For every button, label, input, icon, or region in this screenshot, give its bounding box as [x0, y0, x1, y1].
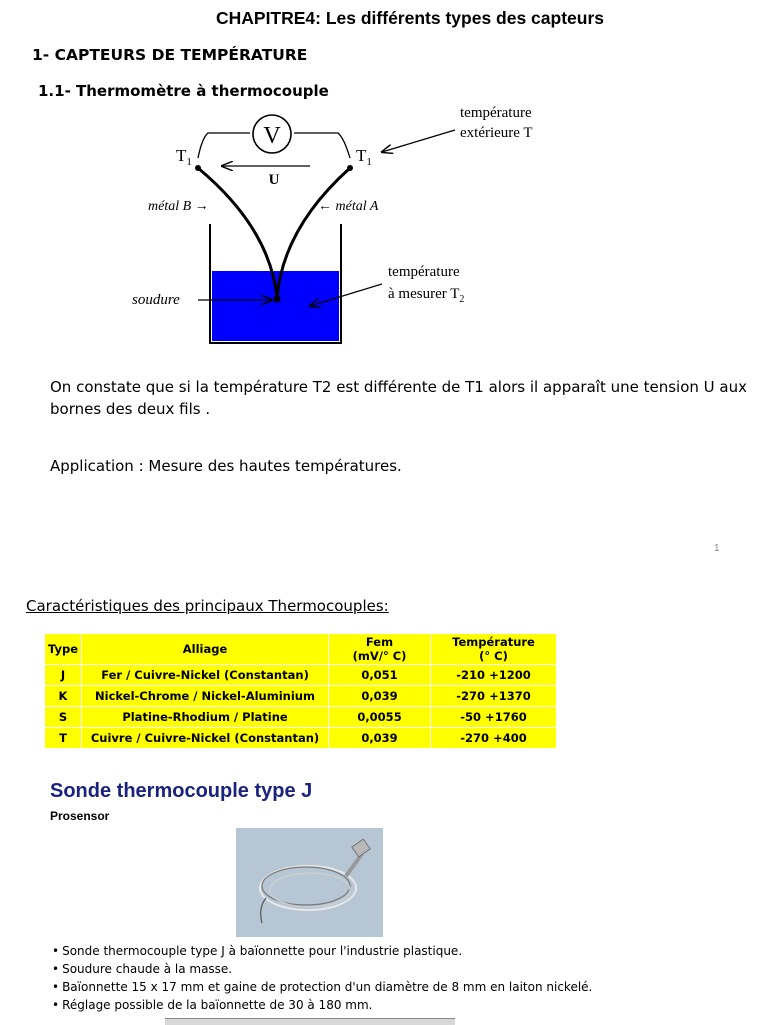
brand-name: Prosensor: [50, 809, 110, 823]
page-number: 1: [714, 543, 720, 554]
ext-temp-label-2: extérieure T: [460, 125, 533, 141]
subsection-heading-thermocouple: 1.1- Thermomètre à thermocouple: [38, 82, 329, 100]
explanation-paragraph: On constate que si la température T2 est différente de T1 alors il apparaît une tension U aux bornes des deux fils .: [50, 378, 747, 418]
cell-temperature: -270 +400: [431, 728, 556, 749]
header-temperature: Température (° C): [431, 634, 556, 665]
cell-fem: 0,051: [329, 665, 431, 686]
metal-a-label: ← métal A: [318, 199, 379, 214]
header-fem: Fem (mV/° C): [329, 634, 431, 665]
table-title: Caractéristiques des principaux Thermocouples:: [26, 597, 389, 615]
ext-temp-label-1: température: [460, 105, 532, 121]
list-item: • Sonde thermocouple type J à baïonnette pour l'industrie plastique.: [52, 942, 592, 960]
table-header-row: [45, 634, 556, 665]
cell-fem: 0,0055: [329, 707, 431, 728]
t1-left-label: $T_1$: [176, 146, 192, 168]
table-row: [45, 707, 556, 728]
section-heading-temperature: 1- CAPTEURS DE TEMPÉRATURE: [32, 46, 308, 64]
cell-alliage: Cuivre / Cuivre-Nickel (Constantan): [82, 728, 329, 749]
weld-point: [274, 296, 281, 303]
t1-right-label: $T_1$: [356, 146, 372, 168]
cell-temperature: -210 +1200: [431, 665, 556, 686]
list-item: • Réglage possible de la baïonnette de 30 à 180 mm.: [52, 996, 592, 1014]
thermocouple-table: [45, 634, 556, 749]
cell-type: T: [59, 731, 67, 745]
metal-b-label: métal B →: [148, 199, 209, 214]
list-item: • Baïonnette 15 x 17 mm et gaine de protection d'un diamètre de 8 mm en laiton nickelé.: [52, 978, 592, 996]
cell-temperature: -270 +1370: [431, 686, 556, 707]
measure-temp-label-1: température: [388, 264, 460, 280]
table-row: [45, 686, 556, 707]
probe-title: Sonde thermocouple type J: [50, 780, 313, 802]
weld-label: soudure: [132, 292, 180, 308]
page-title: CHAPITRE4: Les différents types des capteurs: [215, 8, 605, 28]
cell-type: J: [60, 668, 66, 682]
header-type: Type: [48, 642, 79, 656]
probe-features-list: [52, 942, 592, 1014]
cell-fem: 0,039: [329, 686, 431, 707]
list-item: • Soudure chaude à la masse.: [52, 960, 592, 978]
table-row: [45, 728, 556, 749]
table-row: [45, 665, 556, 686]
application-text: Application : Mesure des hautes températures.: [50, 457, 402, 475]
header-alliage: Alliage: [82, 634, 329, 665]
thermocouple-diagram: [120, 98, 570, 360]
cell-alliage: Fer / Cuivre-Nickel (Constantan): [82, 665, 329, 686]
cell-fem: 0,039: [329, 728, 431, 749]
measure-temp-label-2: à mesurer $T_2$: [388, 286, 465, 305]
voltmeter-label: V: [263, 123, 281, 149]
probe-photo: [236, 828, 383, 937]
cell-temperature: -50 +1760: [431, 707, 556, 728]
cell-type: K: [58, 689, 68, 703]
cell-type: S: [58, 710, 68, 724]
cell-alliage: Nickel-Chrome / Nickel-Aluminium: [82, 686, 329, 707]
voltage-u-label: U: [268, 172, 280, 188]
cell-alliage: Platine-Rhodium / Platine: [82, 707, 329, 728]
